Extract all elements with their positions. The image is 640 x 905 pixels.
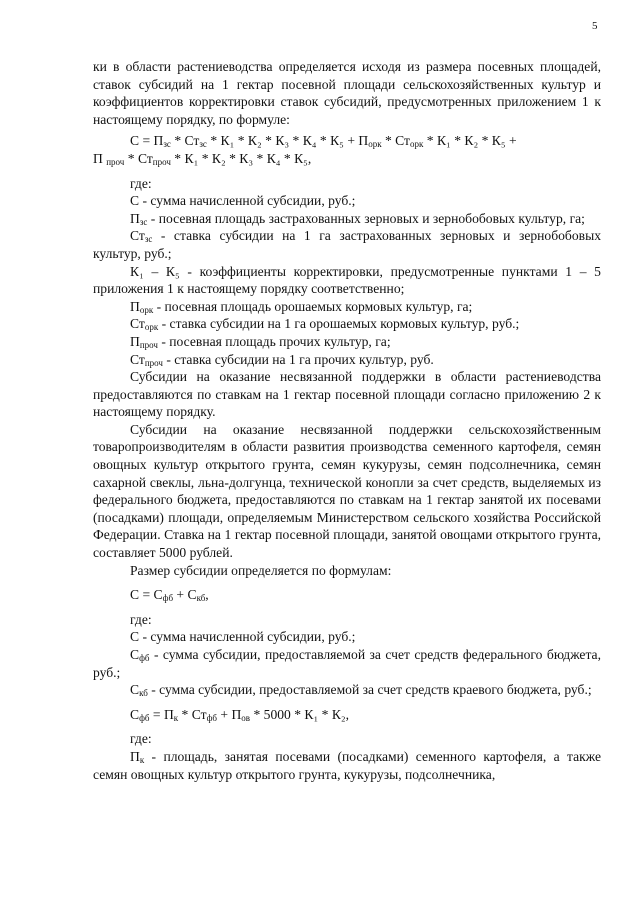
formula-total-subsidy-line2: П $_{проч} * Ст_{проч} * К_1 * К_2 * К_3 * К_4 * К_5$, — [93, 150, 312, 167]
definition-stork: $Ст_{орк}$ - ставка субсидии на 1 га орошаемых кормовых культур, руб.; — [130, 316, 520, 333]
definition-c-2: С - сумма начисленной субсидии, руб.; — [130, 629, 356, 645]
definition-pk: $П_к$ - площадь, занятая посевами (посадками) семенного картофеля, а также семян овощных культур открытого грунта, кукурузы, подсолнечника, — [93, 748, 601, 782]
definition-pproch: $П_{проч}$ - посевная площадь прочих культур, га; — [130, 333, 391, 350]
paragraph-intro: ки в области растениеводства определяется исходя из размера посевных площадей, ставок субсидий на 1 гектар посевной площади сельскохозяйственных культур и коэффициентов корректировки ставок субсидий, предусмотренных приложением 1 к настоящему порядку, по формуле: — [93, 59, 601, 127]
definition-k1-k5: К₁ – К₅ - коэффициенты корректировки, предусмотренные пунктами 1 – 5 приложения 1 к настоящему порядку соответственно; — [93, 263, 601, 297]
definition-cfb: $С_{фб}$ - сумма субсидии, предоставляемой за счет средств федерального бюджета, руб.; — [93, 647, 601, 680]
definition-ckb: $С_{кб}$ - сумма субсидии, предоставляемой за счет средств краевого бюджета, руб.; — [130, 682, 592, 699]
paragraph-unlinked-support: Субсидии на оказание несвязанной поддержки в области растениеводства предоставляются по ставкам на 1 гектар посевной площади согласно приложению 2 к настоящему порядку. — [93, 369, 601, 420]
definition-stproch: $Ст_{проч}$ - ставка субсидии на 1 га прочих культур, руб. — [130, 351, 434, 368]
definition-c: С - сумма начисленной субсидии, руб.; — [130, 193, 356, 209]
document-body — [93, 58, 601, 783]
formula-federal-subsidy: $С_{фб} = П_к * Ст_{фб} + П_{ов} * 5000 * К_1 * К_2$, — [130, 706, 350, 723]
paragraph-seed-support: Субсидии на оказание несвязанной поддержки сельскохозяйственным товаропроизводителям в области развития производства семенного картофеля, семян овощных культур открытого грунта, семян кукурузы, семян подсолнечника, семян сахарной свеклы, льна-долгунца, технической конопли за счет средств, выделяемых из федерального бюджета, предоставляются по ставкам на 1 гектар занятой их посевами (посадками) площади, определяемым Министерством сельского хозяйства Российской Федерации. Ставка на 1 гектар посевной площади, занятой овощами открытого грунта, составляет 5000 рублей. — [93, 421, 601, 561]
where-label: где: — [130, 175, 152, 191]
where-label-2: где: — [130, 611, 152, 627]
paragraph-formulas-intro: Размер субсидии определяется по формулам: — [130, 562, 392, 578]
definition-stzs: $Ст_{зс}$ - ставка субсидии на 1 га застрахованных зерновых и зернобобовых культур, руб.; — [93, 228, 601, 261]
where-label-3: где: — [130, 731, 152, 747]
formula-total-subsidy: $С = П_{зс} * Ст_{зс} * К_1 * К_2 * К_3 * К_4 * К_5 + П_{орк} * Ст_{орк} * К_1 * К_2 * К_5$ + — [130, 133, 517, 150]
page-number: 5 — [592, 20, 598, 32]
formula-subsidy-sum: $С = С_{фб} + С_{кб}$, — [130, 587, 209, 604]
definition-pork: $П_{орк}$ - посевная площадь орошаемых кормовых культур, га; — [130, 298, 473, 315]
definition-pzs: $П_{зс}$ - посевная площадь застрахованных зерновых и зернобобовых культур, га; — [130, 210, 585, 227]
